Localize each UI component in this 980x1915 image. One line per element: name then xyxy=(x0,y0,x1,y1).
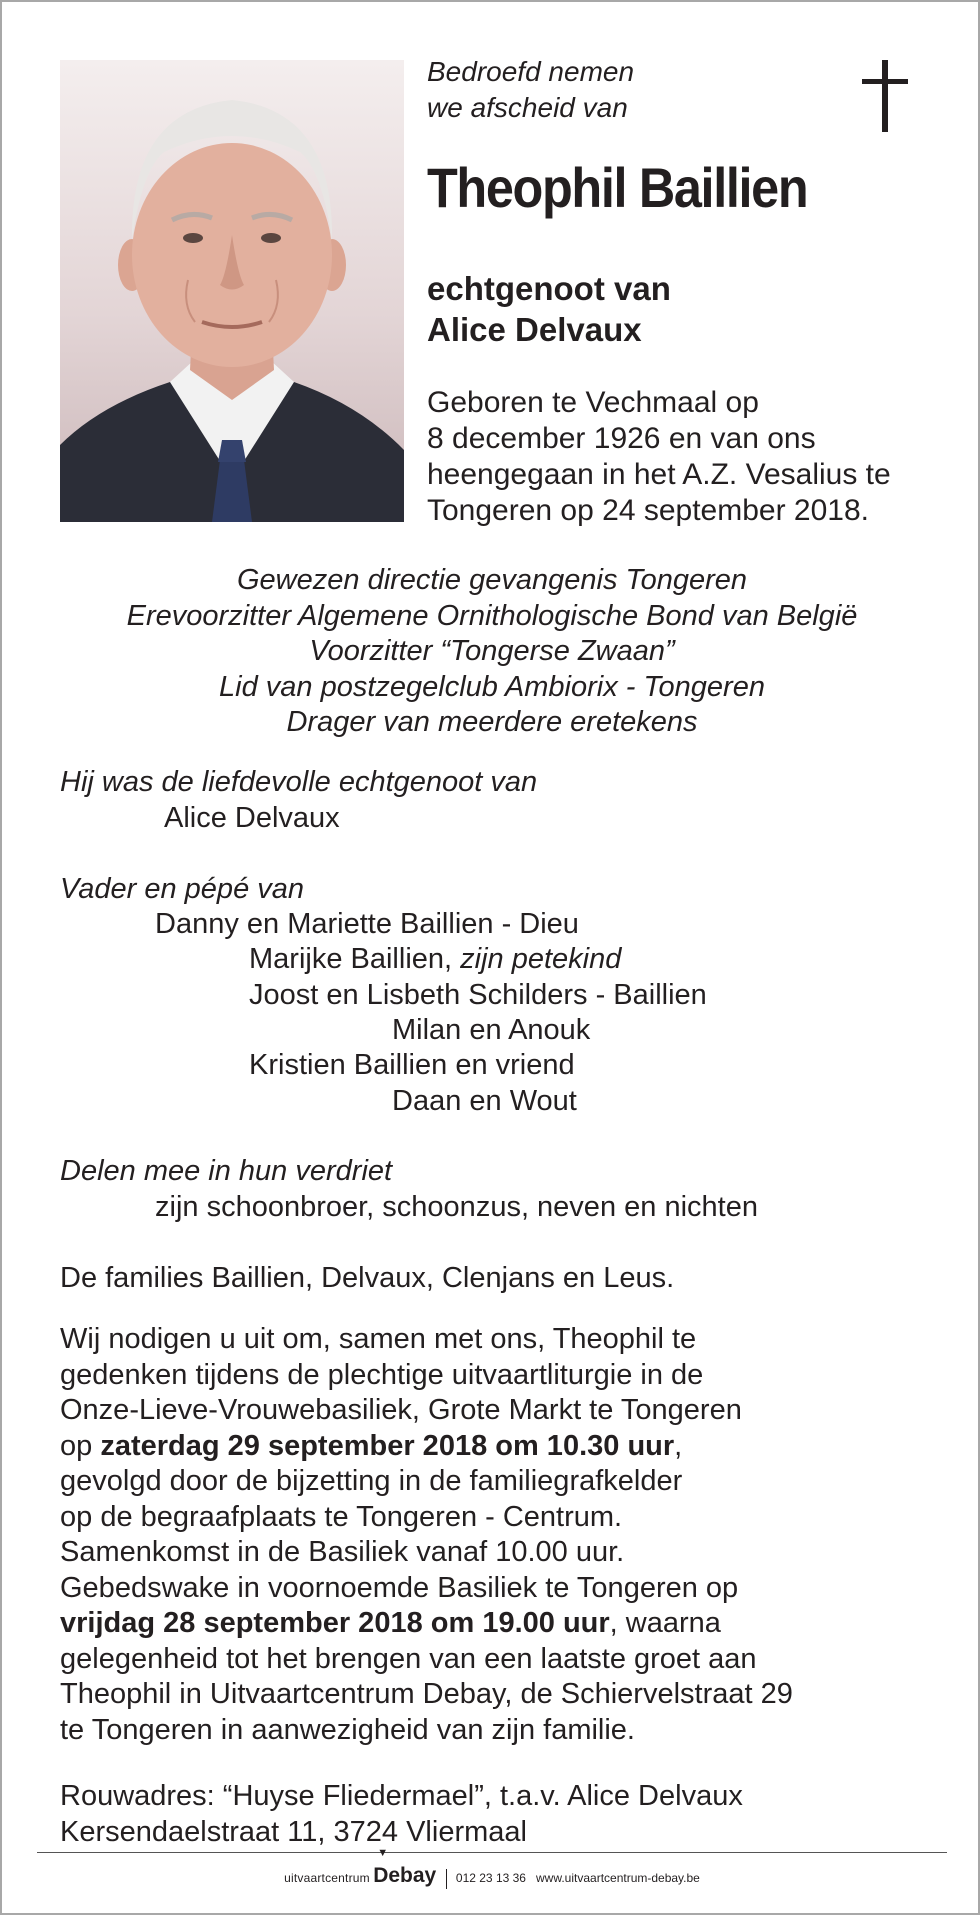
footer-separator xyxy=(446,1869,447,1889)
invite-line: gelegenheid tot het brengen van een laatste groet aan xyxy=(60,1642,757,1675)
spouse-name: Alice Delvaux xyxy=(164,802,340,834)
title-line: Voorzitter “Tongerse Zwaan” xyxy=(309,635,675,667)
grandchildren-line: Daan en Wout xyxy=(392,1085,577,1117)
cross-icon xyxy=(862,60,908,132)
invite-line xyxy=(60,1429,793,1465)
invite-text: , waarna xyxy=(609,1607,721,1639)
footer-website[interactable]: www.uitvaartcentrum-debay.be xyxy=(536,1871,700,1885)
brand-name-text: Debay xyxy=(373,1864,437,1887)
child-line: Joost en Lisbeth Schilders - Baillien xyxy=(249,979,707,1011)
invite-text: , xyxy=(674,1429,683,1462)
triangle-marker-icon: ▼ xyxy=(377,1847,389,1859)
invite-line: gevolgd door de bijzetting in de familiegrafkelder xyxy=(60,1465,683,1497)
grandchildren-line: Milan en Anouk xyxy=(392,1014,591,1046)
honorary-titles xyxy=(2,563,980,741)
spouse-heading: Hij was de liefdevolle echtgenoot van xyxy=(60,766,538,798)
footer-phone: 012 23 13 36 xyxy=(455,1871,526,1885)
intro-line: we afscheid van xyxy=(427,92,628,123)
share-text: zijn schoonbroer, schoonzus, neven en nichten xyxy=(155,1191,758,1223)
invite-text: op xyxy=(60,1429,93,1462)
address-line: Kersendaelstraat 11, 3724 Vliermaal xyxy=(60,1816,527,1848)
families-line: De families Baillien, Delvaux, Clenjans en Leus. xyxy=(60,1262,675,1294)
spouse-intro xyxy=(427,268,671,350)
title-line: Gewezen directie gevangenis Tongeren xyxy=(237,564,747,596)
intro-line: Bedroefd nemen xyxy=(427,56,635,87)
child-name: Marijke Baillien, xyxy=(249,943,453,975)
address-line: Rouwadres: “Huyse Fliedermael”, t.a.v. Alice Delvaux xyxy=(60,1780,743,1812)
spouse-intro-line: echtgenoot van xyxy=(427,270,671,307)
footer-divider xyxy=(37,1852,947,1853)
invite-line: op de begraafplaats te Tongeren - Centrum. xyxy=(60,1500,623,1533)
title-line: Erevoorzitter Algemene Ornithologische Bond van België xyxy=(126,599,858,632)
title-line: Drager van meerdere eretekens xyxy=(286,706,698,738)
invite-line: te Tongeren in aanwezigheid van zijn familie. xyxy=(60,1713,635,1746)
invite-line: gedenken tijdens de plechtige uitvaartliturgie in de xyxy=(60,1358,704,1391)
born-line: 8 december 1926 en van ons xyxy=(427,422,816,455)
intro-text xyxy=(427,54,634,126)
children-heading: Vader en pépé van xyxy=(60,873,305,905)
child-line: Kristien Baillien en vriend xyxy=(249,1049,575,1081)
mourning-address xyxy=(60,1778,743,1850)
invite-line: Samenkomst in de Basiliek vanaf 10.00 uur. xyxy=(60,1536,625,1568)
deceased-name: Theophil Baillien xyxy=(427,156,808,219)
brand-name xyxy=(373,1847,437,1887)
title-line: Lid van postzegelclub Ambiorix - Tongeren xyxy=(219,670,765,703)
portrait-photo xyxy=(60,60,404,522)
child-line: Danny en Mariette Baillien - Dieu xyxy=(155,908,579,940)
footer xyxy=(2,1847,980,1889)
invite-line xyxy=(60,1606,793,1642)
invitation-text xyxy=(60,1322,793,1748)
birth-death-text xyxy=(427,385,891,529)
born-line: Geboren te Vechmaal op xyxy=(427,386,759,419)
brand-prefix: uitvaartcentrum xyxy=(284,1871,370,1885)
invite-line: Wij nodigen u uit om, samen met ons, Theophil te xyxy=(60,1323,697,1355)
vigil-datetime: vrijdag 28 september 2018 om 19.00 uur xyxy=(60,1607,610,1639)
invite-line: Gebedswake in voornoemde Basiliek te Tongeren op xyxy=(60,1571,739,1604)
spouse-intro-name: Alice Delvaux xyxy=(427,311,642,348)
born-line: heengegaan in het A.Z. Vesalius te xyxy=(427,458,891,491)
born-line: Tongeren op 24 september 2018. xyxy=(427,494,869,527)
funeral-datetime: zaterdag 29 september 2018 om 10.30 uur xyxy=(100,1429,675,1462)
share-heading: Delen mee in hun verdriet xyxy=(60,1155,393,1187)
invite-line: Onze-Lieve-Vrouwebasiliek, Grote Markt te Tongeren xyxy=(60,1394,742,1426)
child-line xyxy=(249,942,621,977)
invite-line: Theophil in Uitvaartcentrum Debay, de Schiervelstraat 29 xyxy=(60,1678,793,1710)
child-note: zijn petekind xyxy=(460,943,622,975)
